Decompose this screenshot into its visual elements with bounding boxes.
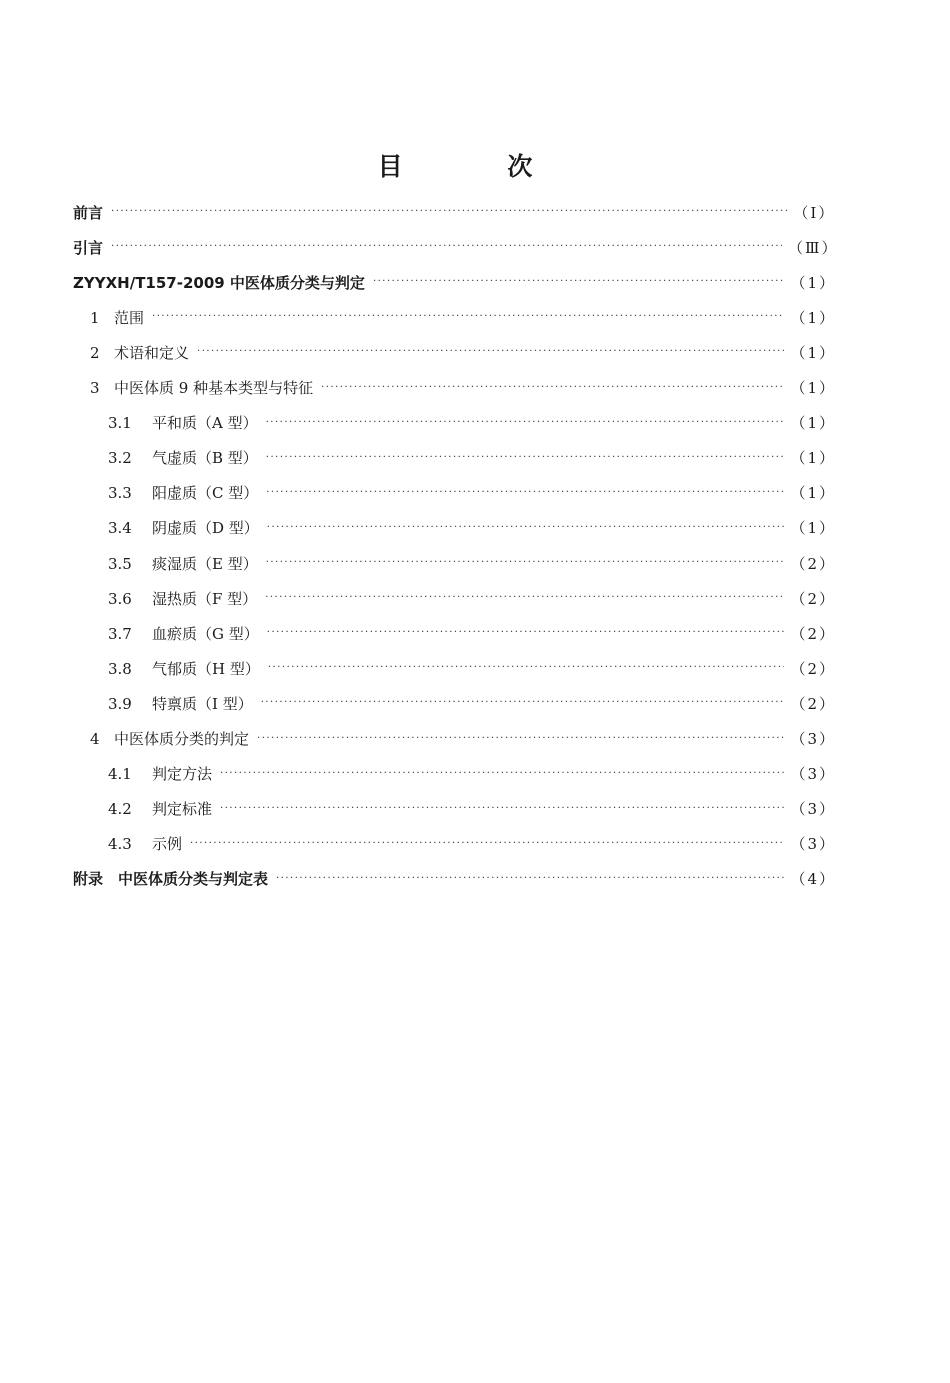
toc-entry-title: 阴虚质（D 型）	[152, 519, 259, 538]
toc-entry-number: 3.8	[108, 659, 132, 678]
toc-entry-title: 判定标准	[152, 800, 213, 819]
toc-entry-page: （1）	[790, 308, 836, 327]
toc-entry-label	[73, 202, 111, 223]
toc-entry[interactable]	[0, 408, 950, 438]
toc-entry-page: （2）	[790, 624, 836, 643]
toc-entry-label	[108, 763, 220, 784]
toc-entry-number: 3.9	[108, 694, 132, 713]
toc-entry-label	[108, 517, 267, 538]
toc-entry-label	[108, 588, 265, 609]
toc-entry[interactable]	[0, 197, 950, 227]
toc-entry-title: 范围	[114, 308, 145, 327]
toc-entry[interactable]	[0, 232, 950, 262]
toc-leader-dots	[268, 653, 785, 683]
toc-entry-title: 痰湿质（E 型）	[152, 554, 258, 573]
toc-leader-dots	[266, 478, 784, 508]
toc-entry-page: （4）	[790, 870, 836, 889]
toc-entry-label	[108, 447, 266, 468]
toc-entry[interactable]	[0, 443, 950, 473]
toc-entry-title: 中医体质分类的判定	[114, 730, 250, 748]
toc-leader-dots	[267, 618, 785, 648]
toc-entry-page: （1）	[790, 379, 836, 397]
toc-entry[interactable]	[0, 302, 950, 332]
toc-entry-number: 4.2	[108, 800, 132, 819]
toc-entry-number: 4.3	[108, 835, 132, 854]
toc-entry-number: 3.2	[108, 449, 132, 468]
toc-entry-title: 引言	[73, 238, 104, 257]
toc-entry-page: （Ⅲ）	[788, 238, 839, 257]
toc-entry-title: 判定方法	[152, 765, 213, 784]
toc-entry-title: 血瘀质（G 型）	[152, 624, 259, 643]
toc-entry-page: （1）	[790, 414, 836, 433]
toc-leader-dots	[266, 408, 785, 438]
toc-entry-title: 特禀质（I 型）	[152, 694, 253, 713]
page-title: 目 次	[377, 152, 581, 181]
toc-entry-title: 前言	[73, 203, 104, 222]
toc-entry-label	[108, 412, 266, 433]
toc-entry-label	[73, 868, 276, 889]
toc-entry-number: 4	[90, 730, 100, 748]
toc-entry-page: （2）	[790, 659, 836, 678]
toc-leader-dots	[197, 337, 784, 367]
toc-entry-label	[90, 377, 321, 398]
toc-entry-title: 附录 中医体质分类与判定表	[73, 870, 269, 889]
toc-entry-page: （3）	[790, 765, 836, 784]
toc-entry-number: 3.5	[108, 554, 132, 573]
toc-entry[interactable]	[0, 337, 950, 367]
toc-entry-label	[90, 728, 257, 749]
toc-entry-number: 2	[90, 343, 100, 362]
toc-entry[interactable]	[0, 513, 950, 543]
toc-entry-title: 术语和定义	[114, 343, 190, 362]
toc-entry-label	[108, 693, 261, 714]
toc-leader-dots	[257, 724, 784, 754]
toc-leader-dots	[152, 302, 784, 332]
toc-entry-label	[73, 272, 373, 293]
toc-leader-dots	[267, 513, 785, 543]
toc-leader-dots	[265, 583, 784, 613]
toc-entry-label	[108, 833, 190, 854]
toc-entry[interactable]	[0, 478, 950, 508]
toc-entry-number: 3.1	[108, 414, 132, 433]
toc-entry-title: 气郁质（H 型）	[152, 659, 260, 678]
toc-entry-label	[108, 658, 268, 679]
toc-entry[interactable]	[0, 759, 950, 789]
toc-entry-number: 3.3	[108, 484, 132, 503]
toc-entry[interactable]	[0, 583, 950, 613]
toc-entry-title: 中医体质 9 种基本类型与特征	[114, 379, 314, 397]
toc-leader-dots	[220, 759, 784, 789]
toc-entry-label	[90, 342, 197, 363]
toc-leader-dots	[373, 267, 785, 297]
toc-entry-label	[90, 307, 152, 328]
toc-entry-page: （1）	[790, 449, 836, 468]
toc-entry-page: （2）	[790, 694, 836, 713]
toc-entry[interactable]	[0, 548, 950, 578]
toc-entry-page: （1）	[790, 484, 836, 503]
toc-entry[interactable]	[0, 724, 950, 754]
toc-entry[interactable]	[0, 688, 950, 718]
toc-entry-title: 湿热质（F 型）	[152, 589, 258, 608]
toc-entry-page: （3）	[790, 800, 836, 819]
toc-entry[interactable]	[0, 373, 950, 403]
toc-entry-title: 示例	[152, 835, 183, 854]
toc-entry-page: （3）	[790, 730, 836, 748]
toc-entry-label	[73, 237, 111, 258]
toc-entry-label	[108, 798, 220, 819]
toc-entry[interactable]	[0, 829, 950, 859]
toc-entry-title: 气虚质（B 型）	[152, 449, 258, 468]
toc-entry[interactable]	[0, 267, 950, 297]
toc-entry-number: 3.7	[108, 624, 132, 643]
toc-entry-page: （Ⅰ）	[793, 203, 836, 222]
toc-entry-label	[108, 553, 266, 574]
toc-leader-dots	[261, 688, 785, 718]
toc-entry-label	[108, 623, 267, 644]
toc-entry-page: （1）	[790, 519, 836, 538]
toc-entry-title: 阳虚质（C 型）	[152, 484, 259, 503]
toc-leader-dots	[321, 373, 784, 403]
toc-entry-number: 4.1	[108, 765, 132, 784]
toc-entry-number: 1	[90, 308, 100, 327]
toc-entry-label	[108, 482, 266, 503]
toc-leader-dots	[190, 829, 784, 859]
toc-leader-dots	[220, 794, 784, 824]
toc-leader-dots	[111, 197, 787, 227]
toc-entry[interactable]	[0, 653, 950, 683]
toc-entry[interactable]	[0, 864, 950, 894]
toc-leader-dots	[111, 232, 782, 262]
toc-entry-page: （2）	[790, 589, 836, 608]
toc-entry-page: （3）	[790, 835, 836, 854]
toc-entry-number: 3.4	[108, 519, 132, 538]
toc-leader-dots	[266, 548, 785, 578]
toc-entry-page: （1）	[790, 343, 836, 362]
toc-entry-number: 3.6	[108, 589, 132, 608]
toc-entry-title: 平和质（A 型）	[152, 414, 258, 433]
toc-entry-title: ZYYXH/T157-2009 中医体质分类与判定	[73, 273, 365, 292]
toc-entry[interactable]	[0, 618, 950, 648]
toc-leader-dots	[266, 443, 785, 473]
toc-leader-dots	[276, 864, 784, 894]
toc-entry-page: （1）	[790, 273, 836, 292]
toc-entry-number: 3	[90, 379, 100, 397]
toc-entry-page: （2）	[790, 554, 836, 573]
toc-entry[interactable]	[0, 794, 950, 824]
